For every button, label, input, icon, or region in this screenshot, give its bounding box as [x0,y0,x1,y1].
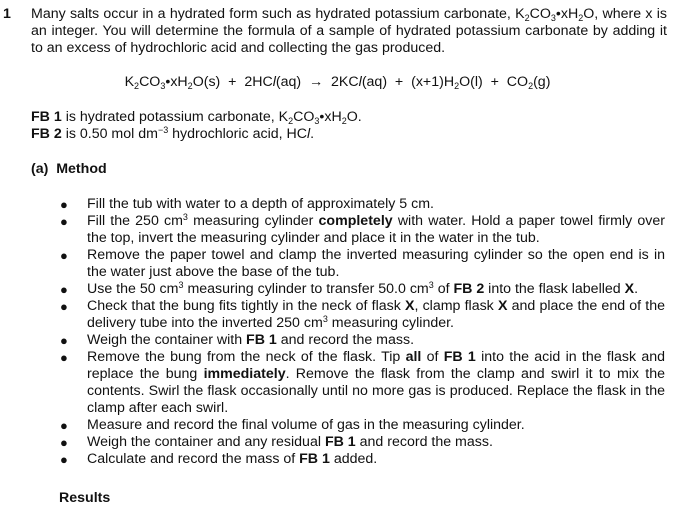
reagent-definitions [31,109,667,143]
method-heading: (a) Method [31,161,107,177]
method-step: ● Fill the 250 $cm^3$ measuring cylinder completely with water. Hold a paper towel firmly over the top, invert the measuring cylinder and place it in the water in the tub. [60,212,665,246]
method-step: ● Measure and record the final volume of gas in the measuring cylinder. [60,417,525,433]
question-number: 1 [3,6,11,22]
bullet-icon: ● [60,282,68,297]
bullet-icon: ● [60,214,68,229]
bullet-icon: ● [60,435,68,450]
bullet-icon: ● [60,350,68,365]
question-intro: Many salts occur in a hydrated form such as hydrated potassium carbonate, $K_2CO_3•xH_2O$, where x is an integer. You will determine the formula of a sample of hydrated potassium carbonate by adding it to an excess of hydrochloric acid and collecting the gas produced. [31,6,667,56]
bullet-icon: ● [60,197,68,212]
bullet-icon: ● [60,248,68,263]
bullet-icon: ● [60,333,68,348]
bullet-icon: ● [60,418,68,433]
bullet-icon: ● [60,299,68,314]
results-heading: Results [59,490,111,506]
method-step: ● Weigh the container with FB 1 and record the mass. [60,332,415,348]
method-step: ● Remove the paper towel and clamp the inverted measuring cylinder so the open end is in the water just above the base of the tub. [60,247,665,280]
method-steps [60,196,666,468]
method-step: ● Remove the bung from the neck of the flask. Tip all of FB 1 into the acid in the flask and replace the bung immediately. Remove the flask from the clamp and swirl it to mix the contents. Swirl the flask occasionally until no more gas is produced. Replace the flask in the clamp after each swirl. [60,349,666,416]
reaction-equation: $K_2CO_3•xH_2O(s) + 2HCl(aq) \to 2KCl(aq) + (x+1)H_2O(l) + CO_2(g)$ [124,74,551,91]
method-step: ● Use the 50 $cm^3$ measuring cylinder to transfer 50.0 $cm^3$ of FB 2 into the flask labelled X. [60,280,639,297]
method-step: ● Weigh the container and any residual FB 1 and record the mass. [60,434,493,450]
method-step: ● Fill the tub with water to a depth of approximately 5 cm. [60,196,434,212]
fb1-definition: FB 1 is hydrated potassium carbonate, $K_2CO_3•xH_2O$. [31,109,362,126]
fb2-definition: FB 2 is 0.50 mol $dm^{-3}$ hydrochloric acid, HCl. [31,125,315,142]
method-step: ● Check that the bung fits tightly in the neck of flask X, clamp flask X and place the end of the delivery tube into the inverted 250 $cm^3$ measuring cylinder. [60,298,665,331]
bullet-icon: ● [60,452,68,467]
method-step: ● Calculate and record the mass of FB 1 added. [60,451,378,467]
